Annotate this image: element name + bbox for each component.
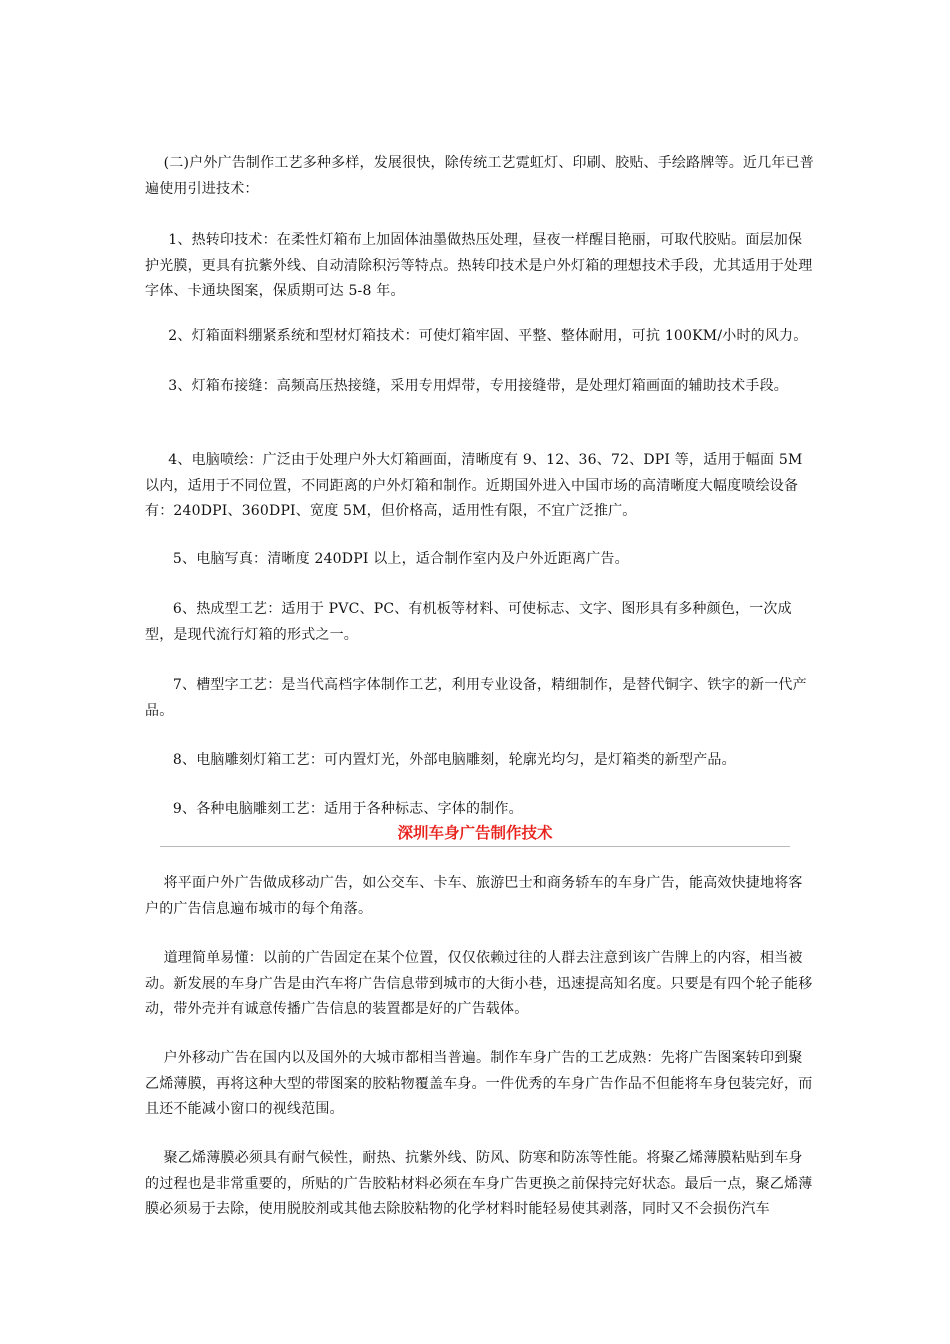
paragraph-item-8: 8、电脑雕刻灯箱工艺：可内置灯光，外部电脑雕刻，轮廓光均匀，是灯箱类的新型产品。: [145, 752, 736, 768]
paragraph-body-2: 道理简单易懂：以前的广告固定在某个位置，仅仅依赖过往的人群去注意到该广告牌上的内容，相当被动。新发展的车身广告是由汽车将广告信息带到城市的大街小巷，迅速提高知名度。只要是有四个轮子能移动，带外壳并有诚意传播广告信息的装置都是好的广告载体。: [145, 950, 813, 1017]
paragraph-item-6: 6、热成型工艺：适用于 PVC、PC、有机板等材料、可使标志、文字、图形具有多种颜色，一次成型，是现代流行灯箱的形式之一。: [145, 601, 792, 643]
heading-divider: [160, 846, 790, 847]
paragraph-item-1: 1、热转印技术：在柔性灯箱布上加固体油墨做热压处理，昼夜一样醒目艳丽，可取代胶贴。面层加保护光膜，更具有抗紫外线、自动清除积污等特点。热转印技术是户外灯箱的理想技术手段，尤其适用于处理字体、卡通块图案，保质期可达 5-8 年。: [145, 232, 813, 299]
paragraph-body-4: 聚乙烯薄膜必须具有耐气候性，耐热、抗紫外线、防风、防寒和防冻等性能。将聚乙烯薄膜粘贴到车身的过程也是非常重要的，所贴的广告胶粘材料必须在车身广告更换之前保持完好状态。最后一点，聚乙烯薄膜必须易于去除，使用脱胶剂或其他去除胶粘物的化学材料时能轻易使其剥落，同时又不会损伤汽车: [145, 1150, 813, 1217]
paragraph-item-7: 7、槽型字工艺：是当代高档字体制作工艺，利用专业设备，精细制作，是替代铜字、铁字的新一代产品。: [145, 677, 807, 719]
paragraph-body-1: 将平面户外广告做成移动广告，如公交车、卡车、旅游巴士和商务轿车的车身广告，能高效快捷地将客户的广告信息遍布城市的每个角落。: [145, 875, 803, 917]
paragraph-item-2: 2、灯箱面料绷紧系统和型材灯箱技术：可使灯箱牢固、平整、整体耐用，可抗 100KM/小时的风力。: [145, 328, 808, 344]
paragraph-body-3: 户外移动广告在国内以及国外的大城市都相当普遍。制作车身广告的工艺成熟：先将广告图案转印到聚乙烯薄膜，再将这种大型的带图案的胶粘物覆盖车身。一件优秀的车身广告作品不但能将车身包装完好，而且还不能减小窗口的视线范围。: [145, 1050, 813, 1117]
paragraph-item-4: 4、电脑喷绘：广泛由于处理户外大灯箱画面，清晰度有 9、12、36、72、DPI 等，适用于幅面 5M 以内，适用于不同位置，不同距离的户外灯箱和制作。近期国外进入中国市场的高清晰度大幅度喷绘设备有：240DPI、360DPI、宽度 5M，但价格高，适用性有限，不宜广泛推广。: [145, 452, 808, 519]
paragraph-item-5: 5、电脑写真：清晰度 240DPI 以上，适合制作室内及户外近距离广告。: [145, 551, 629, 567]
paragraph-intro: (二)户外广告制作工艺多种多样，发展很快，除传统工艺霓虹灯、印刷、胶贴、手绘路牌等。近几年已普遍使用引进技术：: [145, 155, 814, 197]
paragraph-item-9: 9、各种电脑雕刻工艺：适用于各种标志、字体的制作。: [145, 801, 523, 817]
section-heading: 深圳车身广告制作技术: [397, 824, 553, 842]
paragraph-item-3: 3、灯箱布接缝：高频高压热接缝，采用专用焊带，专用接缝带，是处理灯箱画面的辅助技术手段。: [145, 378, 788, 394]
